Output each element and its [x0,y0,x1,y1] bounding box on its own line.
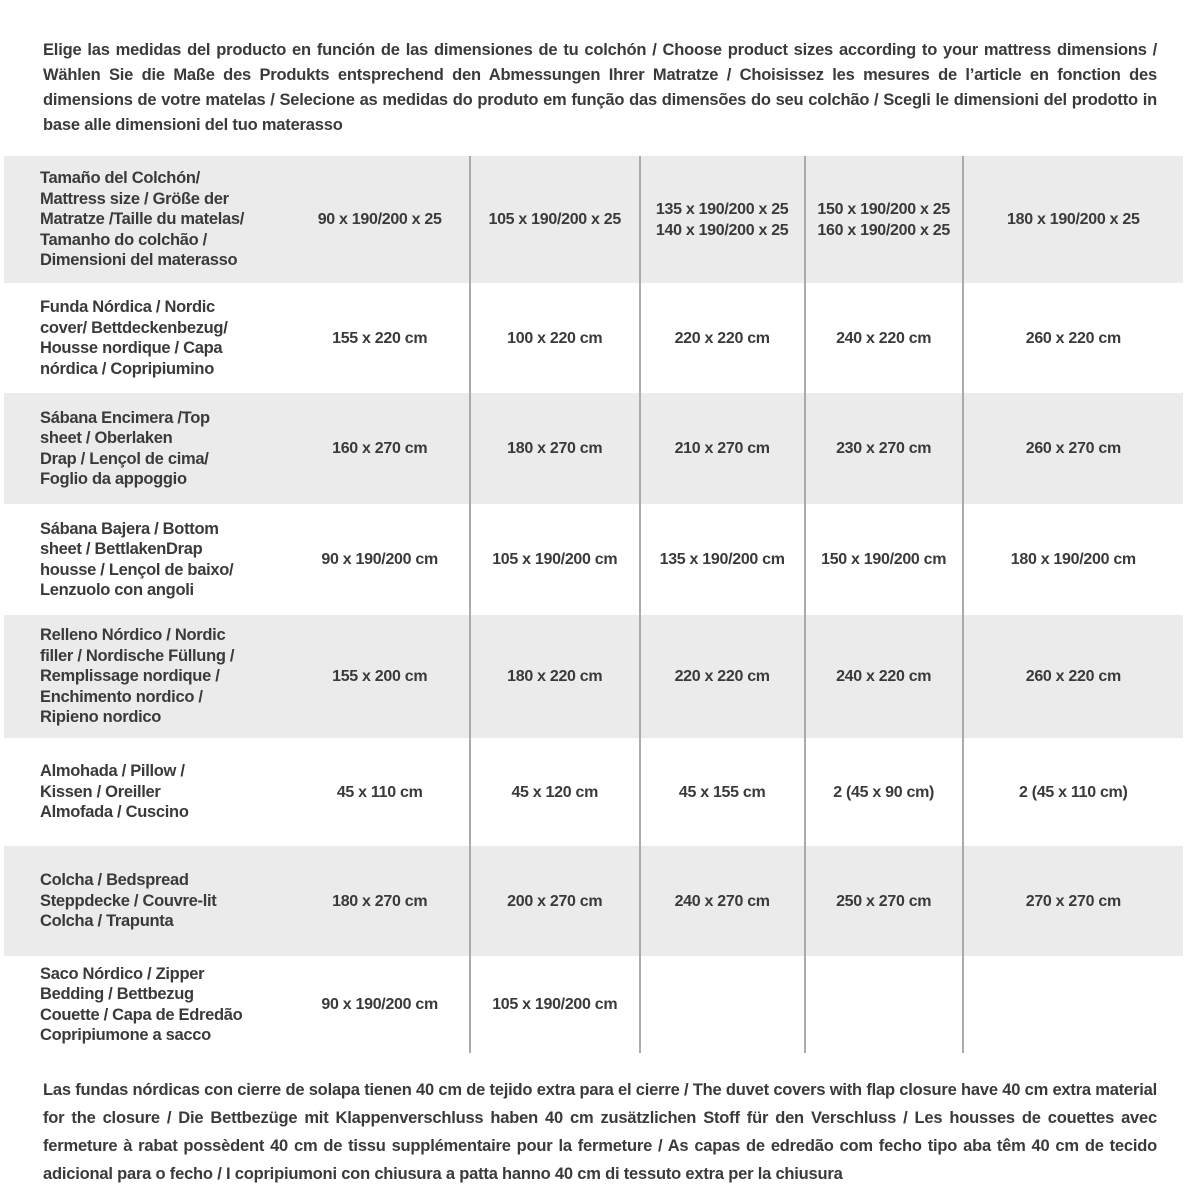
table-row [4,283,1183,393]
size-cell: 2 (45 x 90 cm) [806,738,964,846]
mattress-size-cell: 90 x 190/200 x 25 [290,156,470,283]
size-cell [964,956,1183,1053]
size-cell: 260 x 220 cm [1025,329,1121,347]
product-label: Sábana Encimera /Top sheet / Oberlaken Drap / Lençol de cima/ Foglio da appoggio [40,408,210,488]
intro-text: Elige las medidas del producto en función de las dimensiones de tu colchón / Choose product sizes according to your mattress dimensions / Wählen Sie die Maße des Produkts entsprechend den Abmessungen Ihrer Matratze / Choisissez les mesures de l’article en fonction des dimensions de votre matelas / Selecione as medidas do produto em função das dimensões do seu colchão / Scegli le dimensioni del prodotto in base alle dimensioni del tuo materasso [43,41,1157,134]
size-cell: 240 x 220 cm [806,615,964,738]
size-cell: 155 x 200 cm [290,615,470,738]
footnote-text: Las fundas nórdicas con cierre de solapa tienen 40 cm de tejido extra para el cierre / The duvet covers with flap closure have 40 cm extra material for the closure / Die Bettbezüge mit Klappenverschluss haben 40 cm zusätzlichen Stoff für den Verschluss / Les housses de couettes avec fermeture à rabat possèdent 40 cm de tissu supplémentaire pour la fermeture / As capas de edredão com fecho tipo aba têm 40 cm de tecido adicional para o fecho / I copripiumoni con chiusura a patta hanno 40 cm di tessuto extra per la chiusura [43,1081,1157,1183]
size-cell: 240 x 270 cm [641,846,806,956]
size-cell: 90 x 190/200 cm [290,956,470,1053]
size-cell: 220 x 220 cm [641,283,806,393]
size-cell: 250 x 270 cm [806,846,964,956]
size-cell [641,956,806,1053]
mattress-size-cell: 150 x 190/200 x 25 160 x 190/200 x 25 [806,156,964,283]
product-label: Sábana Bajera / Bottom sheet / BettlakenDrap housse / Lençol de baixo/ Lenzuolo con angoli [40,519,234,599]
size-cell: 180 x 190/200 cm [1010,551,1136,568]
table-row [4,956,1183,1053]
table-row [4,615,1183,738]
size-table [4,156,1183,1053]
size-cell: 180 x 270 cm [471,393,641,504]
size-cell: 150 x 190/200 cm [806,504,964,615]
mattress-size-cell: 105 x 190/200 x 25 [471,156,641,283]
size-cell: 260 x 270 cm [1025,440,1121,457]
size-cell: 105 x 190/200 cm [471,504,641,615]
size-cell [806,956,964,1053]
size-cell: 220 x 220 cm [641,615,806,738]
mattress-size-cell: 135 x 190/200 x 25 140 x 190/200 x 25 [641,156,806,283]
size-cell: 90 x 190/200 cm [290,504,470,615]
size-cell: 45 x 155 cm [641,738,806,846]
size-cell: 180 x 220 cm [471,615,641,738]
table-header-row [4,156,1183,283]
size-cell: 200 x 270 cm [471,846,641,956]
size-cell: 260 x 220 cm [1025,668,1121,685]
size-cell: 100 x 220 cm [471,283,641,393]
size-cell: 45 x 120 cm [471,738,641,846]
table-row [4,504,1183,615]
table-row [4,738,1183,846]
product-label: Saco Nórdico / Zipper Bedding / Bettbezug Couette / Capa de Edredão Copripiumone a sacco [40,964,243,1044]
size-cell: 180 x 270 cm [290,846,470,956]
product-label: Almohada / Pillow / Kissen / Oreiller Almofada / Cuscino [40,762,189,822]
product-label: Colcha / Bedspread Steppdecke / Couvre-lit Colcha / Trapunta [40,871,217,931]
size-cell: 135 x 190/200 cm [641,504,806,615]
table-row [4,846,1183,956]
product-label: Funda Nórdica / Nordic cover/ Bettdeckenbezug/ Housse nordique / Capa nórdica / Copripiumino [40,298,228,378]
size-cell: 45 x 110 cm [290,738,470,846]
size-cell: 210 x 270 cm [641,393,806,504]
mattress-size-label: Tamaño del Colchón/ Mattress size / Größe der Matratze /Taille du matelas/ Tamanho do colchão / Dimensioni del materasso [40,169,245,270]
table-row [4,393,1183,504]
size-cell: 2 (45 x 110 cm) [1019,783,1128,801]
size-cell: 270 x 270 cm [1025,892,1121,910]
size-cell: 160 x 270 cm [290,393,470,504]
size-cell: 105 x 190/200 cm [471,956,641,1053]
mattress-size-cell: 180 x 190/200 x 25 [1007,211,1140,228]
size-cell: 230 x 270 cm [806,393,964,504]
size-cell: 155 x 220 cm [290,283,470,393]
size-cell: 240 x 220 cm [806,283,964,393]
product-label: Relleno Nórdico / Nordic filler / Nordische Füllung / Remplissage nordique / Enchimento nordico / Ripieno nordico [40,626,235,727]
